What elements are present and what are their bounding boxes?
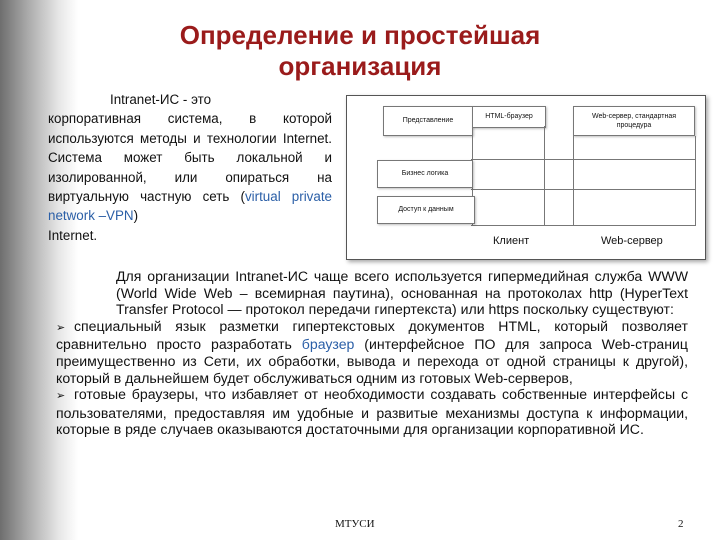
intro-lead: Intranet-ИС - это — [110, 92, 212, 107]
page-number: 2 — [678, 518, 684, 530]
server-column-right — [695, 136, 696, 226]
bullet-item-1 — [56, 318, 688, 386]
architecture-diagram — [346, 95, 706, 260]
web-server-label: Web-сервер — [601, 235, 663, 247]
arrow-bullet-icon: ➢ — [56, 390, 66, 403]
web-server-procedure-label: Web-сервер, стандартная процедура — [591, 113, 677, 129]
vpn-term: virtual private network –VPN — [48, 189, 332, 224]
bullet-1-end: (интерфейсное ПО для запроса Web-страниц преимущественно из Сети, их обработки, вывода и перехода от одной страницы к другой), который в дальнейшем будет обслуживаться одним из готовых Web-серверов, — [56, 336, 688, 386]
server-column-left — [573, 136, 574, 226]
client-column-right — [544, 126, 545, 226]
intro-tail: Internet. — [48, 227, 98, 243]
intro-text: корпоративная система, в которой используются методы и технологии Internet. Система может быть локальной и изолированной, или опираться на виртуальную частную сеть ( — [48, 111, 332, 205]
separator-3 — [471, 225, 696, 226]
data-access-box — [377, 196, 475, 224]
intro-paragraph — [48, 90, 332, 245]
separator-1 — [471, 159, 696, 160]
bullet-2-text: готовые браузеры, что избавляет от необходимости создавать собственные интерфейсы с пользователями, предоставляя им удобные и развитые механизмы доступа к информации, которые в ряде случаев оказываются достаточными для организации корпоративной ИС. — [56, 386, 688, 438]
arrow-bullet-icon: ➢ — [56, 321, 66, 334]
bullet-1-start: специальный язык разметки гипертекстовых документов HTML, который позволяет сравнительно просто разработать — [56, 317, 688, 353]
footer-org: МТУСИ — [335, 518, 375, 530]
html-browser-box — [472, 106, 546, 128]
slide-title: Определение и простейшая организация — [179, 20, 541, 81]
business-logic-box — [377, 160, 473, 188]
bullet-item-2 — [56, 386, 688, 438]
web-server-procedure-box — [573, 106, 695, 136]
presentation-label: Представление — [402, 117, 454, 124]
browser-term: браузер — [301, 336, 355, 353]
business-logic-label: Бизнес логика — [401, 170, 449, 177]
main-text — [56, 268, 688, 438]
presentation-box — [383, 106, 473, 136]
data-access-label: Доступ к данным — [398, 206, 454, 213]
intro-close: ) — [133, 208, 139, 224]
separator-2 — [471, 189, 696, 190]
body-paragraph: Для организации Intranet-ИС чаще всего используется гипермедийная служба WWW (World Wide Web – всемирная паутина), основанная на протоколах http (HyperText Transfer Protocol — протокол передачи гипертекста) или https поскольку существуют: — [116, 268, 688, 318]
client-label: Клиент — [493, 235, 530, 247]
html-browser-label: HTML-браузер — [485, 113, 533, 120]
